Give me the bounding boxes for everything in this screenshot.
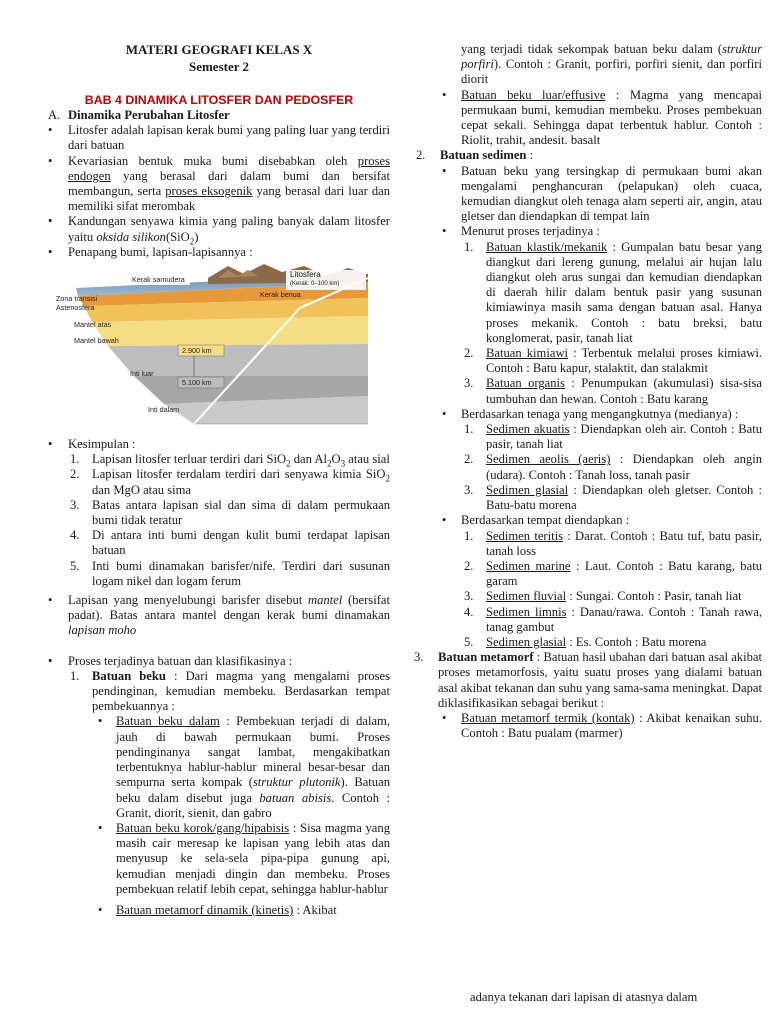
list-item: • Batuan beku korok/gang/hipabisis : Sisa magma yang masih cair meresap ke lapisan yang lebih atas dan menyusup ke sela-sela pipa-pipa gunung api, kemudian menjadi dingin dan membeku. Proses pembekuan relatif lebih cepat, sehingga hablur-hablur bbox=[98, 820, 390, 896]
label-inti-luar: Inti luar bbox=[130, 369, 154, 379]
conclusion-item: 5. Inti bumi dinamakan barisfer/nife. Terdiri dari susunan logam nikel dan logam ferum bbox=[70, 558, 390, 588]
earth-cross-section-illustration bbox=[68, 264, 384, 430]
sediment-place-item: 1. Sedimen teritis : Darat. Contoh : Batu tuf, batu pasir, tanah loss bbox=[464, 528, 762, 558]
sedimentary-process-item: 1. Batuan klastik/mekanik : Gumpalan batu besar yang diangkut dari lereng gunung, melalui air hujan lalu diangkut oleh arus sungai dan kemudian diendapkan di daerah hilir dalam bentuk pasir yang susunan kimiawinya masih sama dengan batuan asal. Hanya proses mekanik. Contoh : batu breksi, batu konglomerat, pasir, tanah liat bbox=[464, 239, 762, 345]
sediment-medium-item: 3. Sedimen glasial : Diendapkan oleh gletser. Contoh : Batu-batu morena bbox=[464, 482, 762, 513]
label-inti-dalam: Inti dalam bbox=[148, 405, 180, 415]
list-item: • Lapisan yang menyelubungi barisfer disebut mantel (bersifat padat). Batas antara mantel dengan kerak bumi dinamakan lapisan moho bbox=[48, 593, 390, 638]
rock-type-item: 3. Batuan metamorf : Batuan hasil ubahan dari batuan asal akibat proses metamorfosis, yaitu suatu proses yang dialami batuan asal akibat tekanan dan suhu yang sama-sama meningkat. Dapat diklasifikasikan sebagai berikut : bbox=[414, 650, 762, 710]
conclusion-item: 1. Lapisan litosfer terluar terdiri dari SiO$_2$ dan $Al_2O_3$ atau sial bbox=[70, 452, 390, 469]
list-item: • Batuan beku dalam : Pembekuan terjadi di dalam, jauh di bawah permukaan bumi. Proses pendinginanya sangat lambat, mengakibatkan terbentuknya hablur-hablur mineral besar-besar dan sempurna serta kompak (struktur plutonik). Batuan beku dalam disebut juga batuan abisis. Contoh : Granit, diorit, sienit, dan gabro bbox=[98, 714, 390, 820]
list-item: • Berdasarkan tempat diendapkan : bbox=[442, 513, 630, 528]
chapter-title: BAB 4 DINAMIKA LITOSFER DAN PEDOSFER bbox=[84, 93, 354, 107]
conclusion-item: 2. Lapisan litosfer terdalam terdiri dari senyawa kimia SiO$_2$ dan MgO atau sima bbox=[70, 467, 390, 497]
conclusion-item: 3. Batas antara lapisan sial dan sima di dalam permukaan bumi tidak teratur bbox=[70, 497, 390, 528]
rock-type-item: 1. Batuan beku : Dari magma yang mengalami proses pendinginan, kemudian membeku. Berdasarkan tempat pembekuannya : bbox=[70, 668, 390, 714]
label-astenosfera: Astenosfera bbox=[56, 303, 95, 313]
list-item: • Kevariasian bentuk muka bumi disebabkan oleh proses endogen yang berasal dari dalam bumi dan bersifat membangun, serta proses eksogenik yang berasal dari luar dan memiliki sifat merombak bbox=[48, 153, 390, 214]
section-a-heading: A. Dinamika Perubahan Litosfer bbox=[48, 108, 230, 122]
label-kerak-benua: Kerak benua bbox=[260, 290, 301, 300]
label-zona-transisi: Zona transisi bbox=[56, 294, 98, 304]
list-item: • Penapang bumi, lapisan-lapisannya : bbox=[48, 244, 253, 259]
sediment-medium-item: 1. Sedimen akuatis : Diendapkan oleh air. Contoh : Batu pasir, tanah liat bbox=[464, 422, 762, 452]
rock-type-item: 2. Batuan sedimen : bbox=[416, 148, 534, 163]
list-item: • Kandungan senyawa kimia yang paling banyak dalam litosfer yaitu oksida silikon(SiO$_2$) bbox=[48, 214, 390, 247]
list-item: • Berdasarkan tenaga yang mengangkutnya (medianya) : bbox=[442, 406, 739, 421]
doc-title: MATERI GEOGRAFI KELAS X bbox=[125, 42, 313, 57]
doc-semester: Semester 2 bbox=[188, 59, 250, 74]
right-column bbox=[416, 0, 762, 741]
continued-bottom-text: adanya tekanan dari lapisan di atasnya dalam bbox=[470, 990, 698, 1004]
sediment-place-item: 4. Sedimen limnis : Danau/rawa. Contoh : Tanah rawa, tanag gambut bbox=[464, 604, 762, 634]
list-item: • Litosfer adalah lapisan kerak bumi yang paling luar yang terdiri dari batuan bbox=[48, 123, 390, 153]
left-column bbox=[48, 0, 390, 918]
label-kerak-samudera: Kerak samudera bbox=[132, 275, 185, 285]
earth-layers-figure bbox=[56, 264, 384, 430]
sediment-medium-item: 2. Sedimen aeolis (aeris) : Diendapkan oleh angin (udara). Contoh : Tanah loss, tanah pasir bbox=[464, 452, 763, 482]
label-depth-2900: 2.900 km bbox=[182, 346, 212, 356]
label-depth-5100: 5.100 km bbox=[182, 378, 212, 388]
list-item: • Kesimpulan : bbox=[48, 437, 136, 452]
label-litosfera: Litosfera bbox=[290, 270, 321, 280]
sediment-place-item: 3. Sedimen fluvial : Sungai. Contoh : Pasir, tanah liat bbox=[464, 589, 742, 604]
label-mantel-atas: Mantel atas bbox=[74, 320, 112, 330]
sedimentary-process-item: 3. Batuan organis : Penumpukan (akumulasi) sisa-sisa tumbuhan dan hewan. Contoh : Batu karang bbox=[464, 376, 762, 406]
label-mantel-bawah: Mantel bawah bbox=[74, 336, 119, 346]
list-item: • Batuan metamorf dinamik (kinetis) : Akibat bbox=[98, 902, 337, 917]
list-item: • Proses terjadinya batuan dan klasifikasinya : bbox=[48, 653, 293, 668]
list-item: • Batuan beku luar/effusive : Magma yang mencapai permukaan bumi, kemudian membeku. Proses pembekuan cepat sekali. Sehingga dapat terbentuk hablur. Contoh : Riolit, trahit, andesit. basalt bbox=[442, 87, 762, 148]
list-item: • Menurut proses terjadinya : bbox=[442, 224, 600, 239]
sediment-place-item: 2. Sedimen marine : Laut. Contoh : Batu karang, batu garam bbox=[464, 558, 762, 589]
label-litosfera-depth: (Kerak: 0–100 km) bbox=[290, 281, 340, 288]
sediment-place-item: 5. Sedimen glasial : Es. Contoh : Batu morena bbox=[464, 634, 707, 649]
list-item: • Batuan metamorf termik (kontak) : Akibat kenaikan suhu. Contoh : Batu pualam (marmer) bbox=[442, 710, 762, 741]
conclusion-item: 4. Di antara inti bumi dengan kulit bumi terdapat lapisan batuan bbox=[70, 528, 390, 558]
sedimentary-process-item: 2. Batuan kimiawi : Terbentuk melalui proses kimiawi. Contoh : Batu kapur, stalaktit, dan stalakmit bbox=[464, 346, 762, 376]
list-item: • Batuan beku yang tersingkap di permukaan bumi akan mengalami penghancuran (pelapukan) oleh cuaca, kemudian diangkut oleh tenaga alam seperti air, angin, atau gletser dan diendapkan di tempat lain bbox=[442, 163, 762, 224]
continued-text: yang terjadi tidak sekompak batuan beku dalam (struktur porfiri). Contoh : Granit, porfiri, porfiri sienit, dan porfiri diorit bbox=[461, 42, 762, 87]
